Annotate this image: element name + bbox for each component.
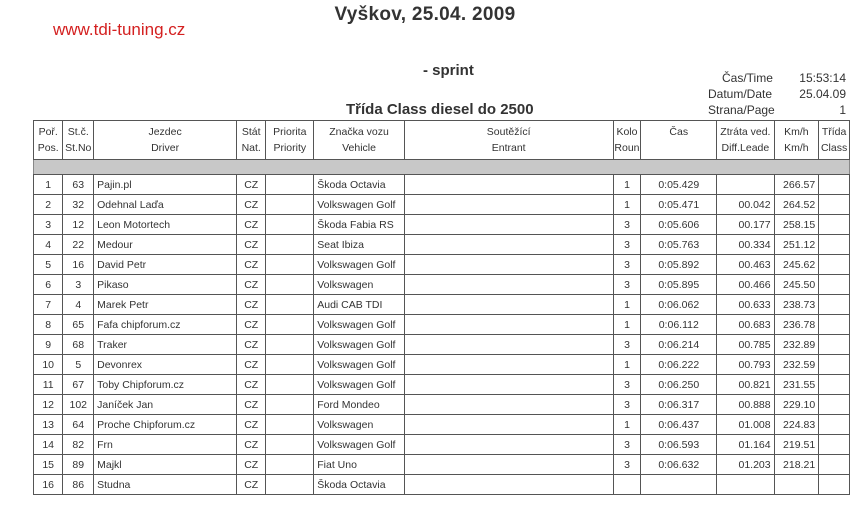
cell-time: 0:05.471 bbox=[641, 195, 717, 215]
cell-pos: 14 bbox=[34, 435, 63, 455]
cell-driver: Fafa chipforum.cz bbox=[94, 315, 237, 335]
cell-cls bbox=[819, 235, 850, 255]
cell-cls bbox=[819, 215, 850, 235]
meta-block bbox=[708, 71, 846, 121]
cell-round: 1 bbox=[613, 195, 641, 215]
column-header-line1: Km/h bbox=[784, 126, 809, 138]
cell-time: 0:06.250 bbox=[641, 375, 717, 395]
table-row bbox=[34, 275, 850, 295]
website-link: www.tdi-tuning.cz bbox=[53, 20, 186, 39]
cell-driver: Leon Motortech bbox=[94, 215, 237, 235]
cell-round: 3 bbox=[613, 435, 641, 455]
cell-kmh: 229.10 bbox=[774, 395, 819, 415]
cell-no: 89 bbox=[63, 455, 94, 475]
results-table bbox=[33, 120, 850, 495]
cell-vehicle: Ford Mondeo bbox=[314, 395, 405, 415]
table-row bbox=[34, 435, 850, 455]
cell-no: 67 bbox=[63, 375, 94, 395]
cell-kmh: 231.55 bbox=[774, 375, 819, 395]
cell-diff bbox=[717, 175, 774, 195]
cell-round: 1 bbox=[613, 175, 641, 195]
cell-pos: 2 bbox=[34, 195, 63, 215]
cell-time: 0:06.214 bbox=[641, 335, 717, 355]
cell-diff: 00.633 bbox=[717, 295, 774, 315]
cell-cls bbox=[819, 455, 850, 475]
cell-entrant bbox=[404, 175, 613, 195]
column-header-line2: Vehicle bbox=[342, 142, 376, 154]
column-header-diff bbox=[717, 121, 774, 160]
table-row bbox=[34, 315, 850, 335]
cell-entrant bbox=[404, 295, 613, 315]
cell-kmh: 264.52 bbox=[774, 195, 819, 215]
cell-round: 1 bbox=[613, 315, 641, 335]
cell-priority bbox=[266, 195, 314, 215]
meta-time bbox=[708, 71, 846, 87]
cell-diff: 00.683 bbox=[717, 315, 774, 335]
cell-entrant bbox=[404, 375, 613, 395]
cell-diff bbox=[717, 475, 774, 495]
column-header-line1: Čas bbox=[669, 126, 689, 138]
cell-cls bbox=[819, 175, 850, 195]
cell-nat: CZ bbox=[237, 395, 266, 415]
column-header-priority bbox=[266, 121, 314, 160]
cell-time: 0:05.895 bbox=[641, 275, 717, 295]
cell-nat: CZ bbox=[237, 435, 266, 455]
cell-diff: 00.785 bbox=[717, 335, 774, 355]
column-header-line1: Značka vozu bbox=[329, 126, 389, 138]
cell-pos: 4 bbox=[34, 235, 63, 255]
table-row bbox=[34, 355, 850, 375]
table-row bbox=[34, 395, 850, 415]
cell-nat: CZ bbox=[237, 195, 266, 215]
cell-pos: 3 bbox=[34, 215, 63, 235]
cell-cls bbox=[819, 475, 850, 495]
table-row bbox=[34, 335, 850, 355]
cell-pos: 13 bbox=[34, 415, 63, 435]
cell-driver: Janíček Jan bbox=[94, 395, 237, 415]
cell-entrant bbox=[404, 255, 613, 275]
cell-entrant bbox=[404, 355, 613, 375]
cell-kmh: 251.12 bbox=[774, 235, 819, 255]
column-header-line1: Ztráta ved. bbox=[720, 126, 771, 138]
cell-time: 0:06.437 bbox=[641, 415, 717, 435]
column-header-line2: Km/h bbox=[784, 142, 809, 154]
cell-diff: 00.466 bbox=[717, 275, 774, 295]
meta-time-value: 15:53:14 bbox=[799, 71, 846, 85]
cell-no: 82 bbox=[63, 435, 94, 455]
column-header-driver bbox=[94, 121, 237, 160]
cell-pos: 10 bbox=[34, 355, 63, 375]
cell-vehicle: Volkswagen Golf bbox=[314, 195, 405, 215]
column-header-line1: Jezdec bbox=[148, 126, 182, 138]
cell-pos: 15 bbox=[34, 455, 63, 475]
cell-no: 64 bbox=[63, 415, 94, 435]
column-header-pos bbox=[34, 121, 63, 160]
cell-nat: CZ bbox=[237, 475, 266, 495]
cell-vehicle: Škoda Octavia bbox=[314, 475, 405, 495]
cell-driver: Toby Chipforum.cz bbox=[94, 375, 237, 395]
column-header-line1: Poř. bbox=[38, 126, 58, 138]
cell-priority bbox=[266, 355, 314, 375]
cell-driver: Traker bbox=[94, 335, 237, 355]
cell-cls bbox=[819, 255, 850, 275]
cell-priority bbox=[266, 215, 314, 235]
meta-time-label: Čas/Time bbox=[722, 71, 773, 85]
cell-priority bbox=[266, 395, 314, 415]
cell-driver: Proche Chipforum.cz bbox=[94, 415, 237, 435]
cell-vehicle: Volkswagen Golf bbox=[314, 355, 405, 375]
column-header-line2: Nat. bbox=[241, 142, 261, 154]
column-header-line2: Diff.Leade bbox=[721, 142, 770, 154]
cell-driver: Majkl bbox=[94, 455, 237, 475]
meta-page-label: Strana/Page bbox=[708, 103, 775, 117]
cell-vehicle: Volkswagen Golf bbox=[314, 315, 405, 335]
cell-priority bbox=[266, 255, 314, 275]
cell-pos: 16 bbox=[34, 475, 63, 495]
cell-pos: 11 bbox=[34, 375, 63, 395]
cell-diff: 00.888 bbox=[717, 395, 774, 415]
cell-diff: 00.463 bbox=[717, 255, 774, 275]
cell-entrant bbox=[404, 315, 613, 335]
column-header-line2: Priority bbox=[273, 142, 307, 154]
cell-kmh: 245.62 bbox=[774, 255, 819, 275]
cell-time: 0:06.593 bbox=[641, 435, 717, 455]
cell-diff: 00.334 bbox=[717, 235, 774, 255]
cell-driver: Odehnal Laďa bbox=[94, 195, 237, 215]
cell-cls bbox=[819, 355, 850, 375]
column-header-round bbox=[613, 121, 641, 160]
header-separator bbox=[34, 160, 850, 175]
cell-no: 32 bbox=[63, 195, 94, 215]
table-row bbox=[34, 475, 850, 495]
column-header-no bbox=[63, 121, 94, 160]
cell-no: 12 bbox=[63, 215, 94, 235]
table-row bbox=[34, 215, 850, 235]
cell-cls bbox=[819, 395, 850, 415]
table-row bbox=[34, 235, 850, 255]
table-row bbox=[34, 255, 850, 275]
cell-cls bbox=[819, 435, 850, 455]
cell-pos: 5 bbox=[34, 255, 63, 275]
cell-no: 63 bbox=[63, 175, 94, 195]
cell-priority bbox=[266, 475, 314, 495]
class-title: Třída Class diesel do 2500 bbox=[346, 101, 534, 118]
cell-vehicle: Fiat Uno bbox=[314, 455, 405, 475]
cell-diff: 01.203 bbox=[717, 455, 774, 475]
cell-nat: CZ bbox=[237, 235, 266, 255]
cell-no: 4 bbox=[63, 295, 94, 315]
cell-pos: 8 bbox=[34, 315, 63, 335]
cell-cls bbox=[819, 275, 850, 295]
column-header-line1: Kolo bbox=[616, 126, 638, 138]
table-row bbox=[34, 375, 850, 395]
meta-date-value: 25.04.09 bbox=[799, 87, 846, 101]
cell-round: 3 bbox=[613, 255, 641, 275]
column-header-kmh bbox=[774, 121, 819, 160]
cell-diff: 00.821 bbox=[717, 375, 774, 395]
cell-pos: 9 bbox=[34, 335, 63, 355]
cell-no: 102 bbox=[63, 395, 94, 415]
column-header-line2: Class bbox=[820, 142, 848, 154]
cell-diff: 01.164 bbox=[717, 435, 774, 455]
table-row bbox=[34, 195, 850, 215]
cell-nat: CZ bbox=[237, 175, 266, 195]
cell-priority bbox=[266, 455, 314, 475]
cell-no: 3 bbox=[63, 275, 94, 295]
cell-round: 3 bbox=[613, 455, 641, 475]
cell-priority bbox=[266, 175, 314, 195]
cell-round: 3 bbox=[613, 275, 641, 295]
cell-vehicle: Volkswagen Golf bbox=[314, 435, 405, 455]
cell-nat: CZ bbox=[237, 315, 266, 335]
cell-diff: 00.793 bbox=[717, 355, 774, 375]
cell-nat: CZ bbox=[237, 355, 266, 375]
cell-diff: 00.177 bbox=[717, 215, 774, 235]
cell-entrant bbox=[404, 435, 613, 455]
cell-nat: CZ bbox=[237, 455, 266, 475]
cell-kmh: 258.15 bbox=[774, 215, 819, 235]
cell-driver: Medour bbox=[94, 235, 237, 255]
cell-kmh: 232.59 bbox=[774, 355, 819, 375]
cell-time: 0:05.606 bbox=[641, 215, 717, 235]
cell-driver: Devonrex bbox=[94, 355, 237, 375]
cell-cls bbox=[819, 415, 850, 435]
column-header-line2: St.No bbox=[65, 142, 92, 154]
column-header-cls bbox=[819, 121, 850, 160]
cell-round: 3 bbox=[613, 215, 641, 235]
column-header-line1: Stát bbox=[241, 126, 261, 138]
cell-time bbox=[641, 475, 717, 495]
cell-time: 0:06.317 bbox=[641, 395, 717, 415]
cell-entrant bbox=[404, 235, 613, 255]
meta-date-label: Datum/Date bbox=[708, 87, 773, 101]
column-header-line1: St.č. bbox=[67, 126, 89, 138]
column-header-time bbox=[641, 121, 717, 160]
cell-kmh: 232.89 bbox=[774, 335, 819, 355]
cell-kmh: 218.21 bbox=[774, 455, 819, 475]
cell-pos: 1 bbox=[34, 175, 63, 195]
column-header-line2 bbox=[641, 140, 716, 156]
table-row bbox=[34, 175, 850, 195]
cell-vehicle: Škoda Fabia RS bbox=[314, 215, 405, 235]
cell-driver: Studna bbox=[94, 475, 237, 495]
cell-kmh: 236.78 bbox=[774, 315, 819, 335]
cell-priority bbox=[266, 375, 314, 395]
cell-round: 3 bbox=[613, 335, 641, 355]
cell-round: 1 bbox=[613, 295, 641, 315]
cell-nat: CZ bbox=[237, 415, 266, 435]
table-row bbox=[34, 295, 850, 315]
cell-kmh: 224.83 bbox=[774, 415, 819, 435]
page-title: Vyškov, 25.04. 2009 bbox=[334, 4, 516, 25]
cell-vehicle: Audi CAB TDI bbox=[314, 295, 405, 315]
cell-vehicle: Volkswagen Golf bbox=[314, 375, 405, 395]
cell-round: 3 bbox=[613, 235, 641, 255]
column-header-nat bbox=[237, 121, 266, 160]
cell-vehicle: Volkswagen bbox=[314, 275, 405, 295]
meta-page bbox=[708, 103, 846, 119]
column-header-entrant bbox=[404, 121, 613, 160]
cell-priority bbox=[266, 335, 314, 355]
cell-kmh: 266.57 bbox=[774, 175, 819, 195]
cell-cls bbox=[819, 335, 850, 355]
cell-entrant bbox=[404, 455, 613, 475]
cell-round: 3 bbox=[613, 395, 641, 415]
cell-driver: Pikaso bbox=[94, 275, 237, 295]
cell-entrant bbox=[404, 475, 613, 495]
cell-priority bbox=[266, 235, 314, 255]
cell-time: 0:05.763 bbox=[641, 235, 717, 255]
cell-round: 1 bbox=[613, 415, 641, 435]
cell-round bbox=[613, 475, 641, 495]
cell-round: 3 bbox=[613, 375, 641, 395]
cell-driver: David Petr bbox=[94, 255, 237, 275]
cell-no: 16 bbox=[63, 255, 94, 275]
meta-date bbox=[708, 87, 846, 103]
cell-time: 0:05.892 bbox=[641, 255, 717, 275]
column-header-line2: Roun bbox=[614, 142, 640, 154]
cell-vehicle: Volkswagen Golf bbox=[314, 255, 405, 275]
cell-no: 68 bbox=[63, 335, 94, 355]
cell-kmh: 219.51 bbox=[774, 435, 819, 455]
cell-no: 86 bbox=[63, 475, 94, 495]
column-header-line2: Driver bbox=[151, 142, 180, 154]
cell-diff: 00.042 bbox=[717, 195, 774, 215]
table-header-row bbox=[34, 121, 850, 160]
cell-driver: Frn bbox=[94, 435, 237, 455]
cell-no: 22 bbox=[63, 235, 94, 255]
event-subtitle: - sprint bbox=[423, 62, 474, 79]
cell-entrant bbox=[404, 195, 613, 215]
table-row bbox=[34, 455, 850, 475]
cell-pos: 7 bbox=[34, 295, 63, 315]
cell-nat: CZ bbox=[237, 295, 266, 315]
cell-kmh: 245.50 bbox=[774, 275, 819, 295]
cell-diff: 01.008 bbox=[717, 415, 774, 435]
cell-nat: CZ bbox=[237, 375, 266, 395]
cell-nat: CZ bbox=[237, 255, 266, 275]
cell-time: 0:06.112 bbox=[641, 315, 717, 335]
cell-nat: CZ bbox=[237, 275, 266, 295]
cell-time: 0:06.062 bbox=[641, 295, 717, 315]
table-row bbox=[34, 415, 850, 435]
cell-vehicle: Seat Ibiza bbox=[314, 235, 405, 255]
cell-vehicle: Škoda Octavia bbox=[314, 175, 405, 195]
cell-pos: 6 bbox=[34, 275, 63, 295]
cell-entrant bbox=[404, 395, 613, 415]
cell-entrant bbox=[404, 275, 613, 295]
cell-vehicle: Volkswagen Golf bbox=[314, 335, 405, 355]
cell-priority bbox=[266, 275, 314, 295]
column-header-vehicle bbox=[314, 121, 405, 160]
cell-cls bbox=[819, 195, 850, 215]
cell-time: 0:05.429 bbox=[641, 175, 717, 195]
cell-cls bbox=[819, 295, 850, 315]
cell-kmh bbox=[774, 475, 819, 495]
cell-no: 5 bbox=[63, 355, 94, 375]
cell-nat: CZ bbox=[237, 215, 266, 235]
column-header-line2: Entrant bbox=[491, 142, 526, 154]
cell-vehicle: Volkswagen bbox=[314, 415, 405, 435]
column-header-line2: Pos. bbox=[37, 142, 59, 154]
column-header-line1: Třída bbox=[821, 126, 847, 138]
cell-time: 0:06.222 bbox=[641, 355, 717, 375]
cell-no: 65 bbox=[63, 315, 94, 335]
cell-entrant bbox=[404, 335, 613, 355]
cell-driver: Pajin.pl bbox=[94, 175, 237, 195]
cell-cls bbox=[819, 375, 850, 395]
cell-round: 1 bbox=[613, 355, 641, 375]
meta-page-value: 1 bbox=[839, 103, 846, 117]
cell-nat: CZ bbox=[237, 335, 266, 355]
cell-entrant bbox=[404, 415, 613, 435]
cell-cls bbox=[819, 315, 850, 335]
cell-priority bbox=[266, 295, 314, 315]
cell-kmh: 238.73 bbox=[774, 295, 819, 315]
cell-priority bbox=[266, 315, 314, 335]
cell-priority bbox=[266, 415, 314, 435]
column-header-line1: Priorita bbox=[273, 126, 307, 138]
cell-priority bbox=[266, 435, 314, 455]
cell-pos: 12 bbox=[34, 395, 63, 415]
cell-entrant bbox=[404, 215, 613, 235]
cell-time: 0:06.632 bbox=[641, 455, 717, 475]
column-header-line1: Soutěžící bbox=[486, 126, 531, 138]
cell-driver: Marek Petr bbox=[94, 295, 237, 315]
